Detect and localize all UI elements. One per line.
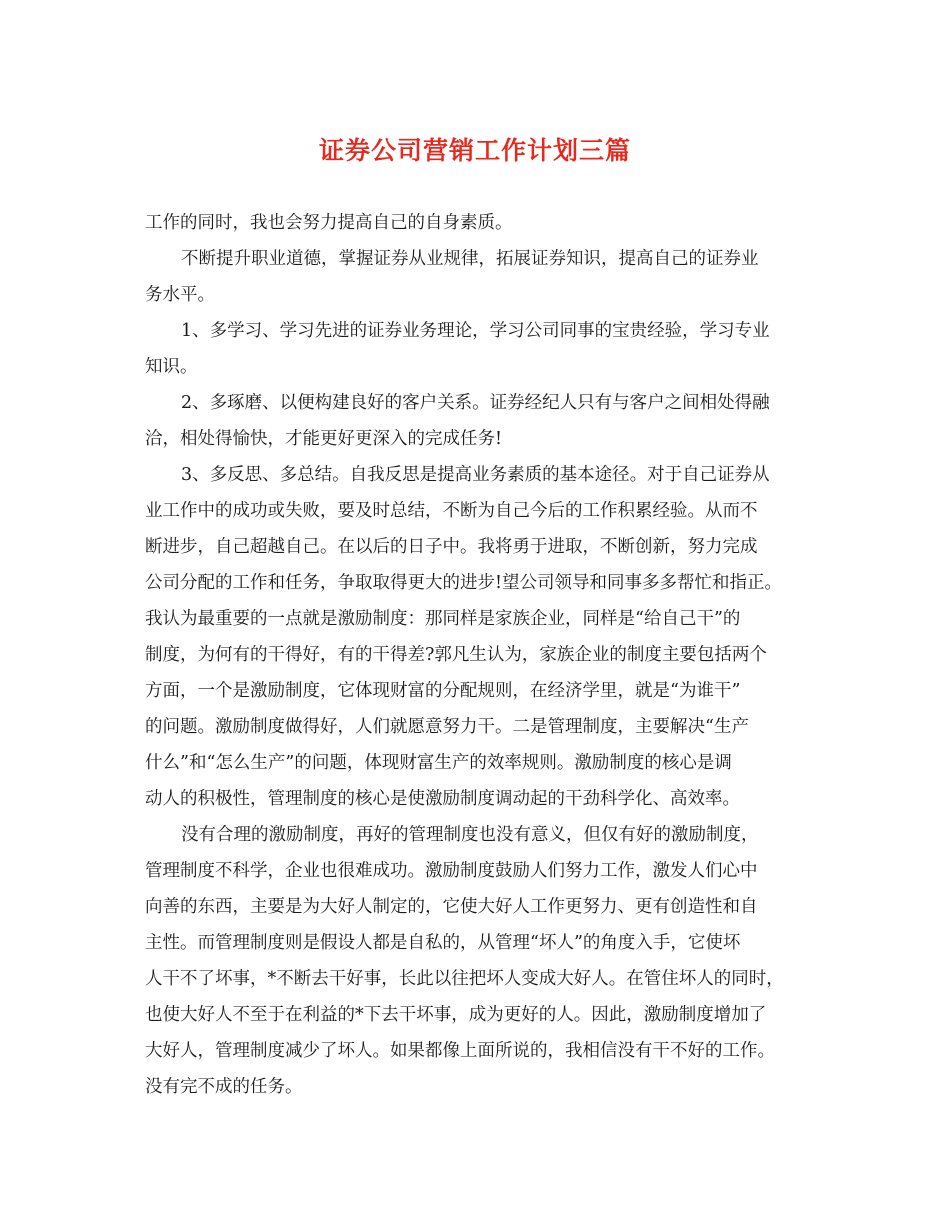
text-line: 制度，为何有的干得好，有的干得差?郭凡生认为，家族企业的制度主要包括两个 — [145, 645, 767, 665]
document-body — [145, 205, 815, 1105]
text-line: 动人的积极性，管理制度的核心是使激励制度调动起的干劲科学化、高效率。 — [145, 789, 740, 809]
text-line: 公司分配的工作和任务，争取取得更大的进步!望公司领导和同事多多帮忙和指正。 — [145, 573, 783, 593]
document-title: 证券公司营销工作计划三篇 — [318, 136, 631, 165]
text-line: 人干不了坏事，*不断去干好事，长此以往把坏人变成大好人。在管住坏人的同时， — [145, 969, 784, 989]
text-line: 业工作中的成功或失败，要及时总结，不断为自己今后的工作积累经验。从而不 — [145, 501, 758, 521]
text-line: 管理制度不科学，企业也很难成功。激励制度鼓励人们努力工作，激发人们心中 — [145, 861, 758, 881]
text-line: 大好人，管理制度减少了坏人。如果都像上面所说的，我相信没有干不好的工作。 — [145, 1041, 775, 1061]
text-line: 3、多反思、多总结。自我反思是提高业务素质的基本途径。对于自己证券从 — [181, 465, 770, 485]
text-line: 洽，相处得愉快，才能更好更深入的完成任务! — [145, 429, 503, 449]
text-line: 没有完不成的任务。 — [145, 1077, 303, 1097]
text-line: 不断提升职业道德，掌握证券从业规律，拓展证券知识，提高自己的证券业 — [181, 249, 759, 269]
text-line: 的问题。激励制度做得好，人们就愿意努力干。二是管理制度，主要解决“生产 — [145, 717, 749, 737]
text-line: 2、多琢磨、以便构建良好的客户关系。证券经纪人只有与客户之间相处得融 — [181, 393, 770, 413]
text-line: 1、多学习、学习先进的证券业务理论，学习公司同事的宝贵经验，学习专业 — [181, 321, 770, 341]
text-line: 主性。而管理制度则是假设人都是自私的，从管理“坏人”的角度入手，它使坏 — [145, 933, 741, 953]
text-line: 断进步，自己超越自己。在以后的日子中。我将勇于进取，不断创新，努力完成 — [145, 537, 758, 557]
text-line: 也使大好人不至于在利益的*下去干坏事，成为更好的人。因此，激励制度增加了 — [145, 1005, 767, 1025]
text-line: 我认为最重要的一点就是激励制度：那同样是家族企业，同样是“给自己干”的 — [145, 609, 741, 629]
text-line: 没有合理的激励制度，再好的管理制度也没有意义，但仅有好的激励制度， — [181, 825, 759, 845]
text-line: 知识。 — [145, 357, 198, 377]
text-line: 向善的东西，主要是为大好人制定的，它使大好人工作更努力、更有创造性和自 — [145, 897, 758, 917]
text-line: 方面，一个是激励制度，它体现财富的分配规则，在经济学里，就是“为谁干” — [145, 681, 741, 701]
text-line: 什么”和“怎么生产”的问题，体现财富生产的效率规则。激励制度的核心是调 — [145, 753, 732, 773]
text-line: 务水平。 — [145, 285, 215, 305]
text-line: 工作的同时，我也会努力提高自己的自身素质。 — [145, 213, 513, 233]
